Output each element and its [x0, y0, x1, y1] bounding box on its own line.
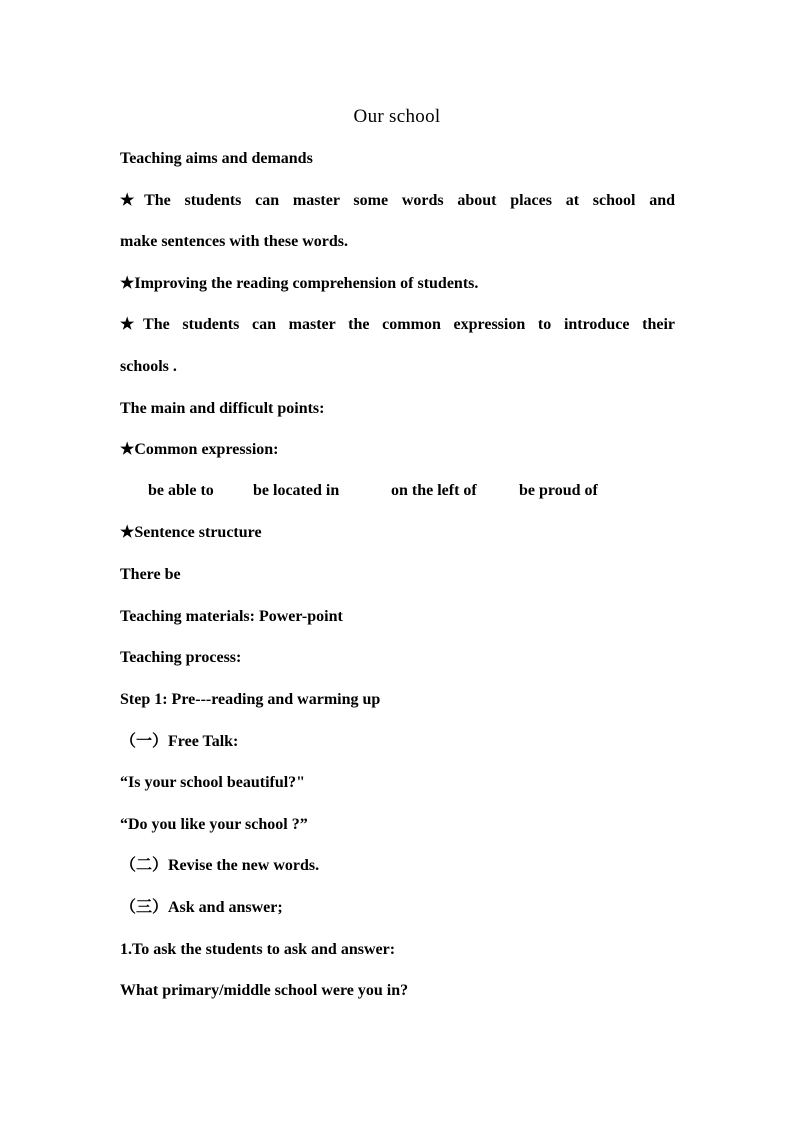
aim-3-line-2: schools . [120, 358, 177, 375]
heading-teaching-process: Teaching process: [120, 649, 242, 666]
aim-1-line-2: make sentences with these words. [120, 233, 348, 250]
aim-2: ★Improving the reading comprehension of students. [120, 275, 479, 292]
heading-main-points: The main and difficult points: [120, 400, 325, 417]
subsection-ask-answer: （三）Ask and answer; [120, 899, 283, 916]
expression-item: be proud of [519, 482, 598, 499]
aim-1-line-1: ★The students can master some words about places at school and [120, 192, 675, 209]
question-line: “Do you like your school ?” [120, 816, 308, 833]
step-1-heading: Step 1: Pre---reading and warming up [120, 691, 381, 708]
document-title: Our school [353, 106, 441, 127]
sentence-structure-value: There be [120, 566, 181, 583]
expression-item: on the left of [391, 482, 477, 499]
teaching-materials: Teaching materials: Power-point [120, 608, 343, 625]
aim-3-line-1: ★The students can master the common expression to introduce their [120, 316, 675, 333]
heading-teaching-aims: Teaching aims and demands [120, 150, 313, 167]
subsection-revise-words: （二）Revise the new words. [120, 857, 320, 874]
expression-item: be able to [148, 482, 214, 499]
instruction-line: 1.To ask the students to ask and answer: [120, 941, 396, 958]
sentence-structure-heading: ★Sentence structure [120, 524, 262, 541]
expression-item: be located in [253, 482, 340, 499]
subsection-free-talk: （一）Free Talk: [120, 733, 239, 750]
question-line: “Is your school beautiful?" [120, 774, 306, 791]
common-expression-heading: ★Common expression: [120, 441, 279, 458]
question-line: What primary/middle school were you in? [120, 982, 409, 999]
